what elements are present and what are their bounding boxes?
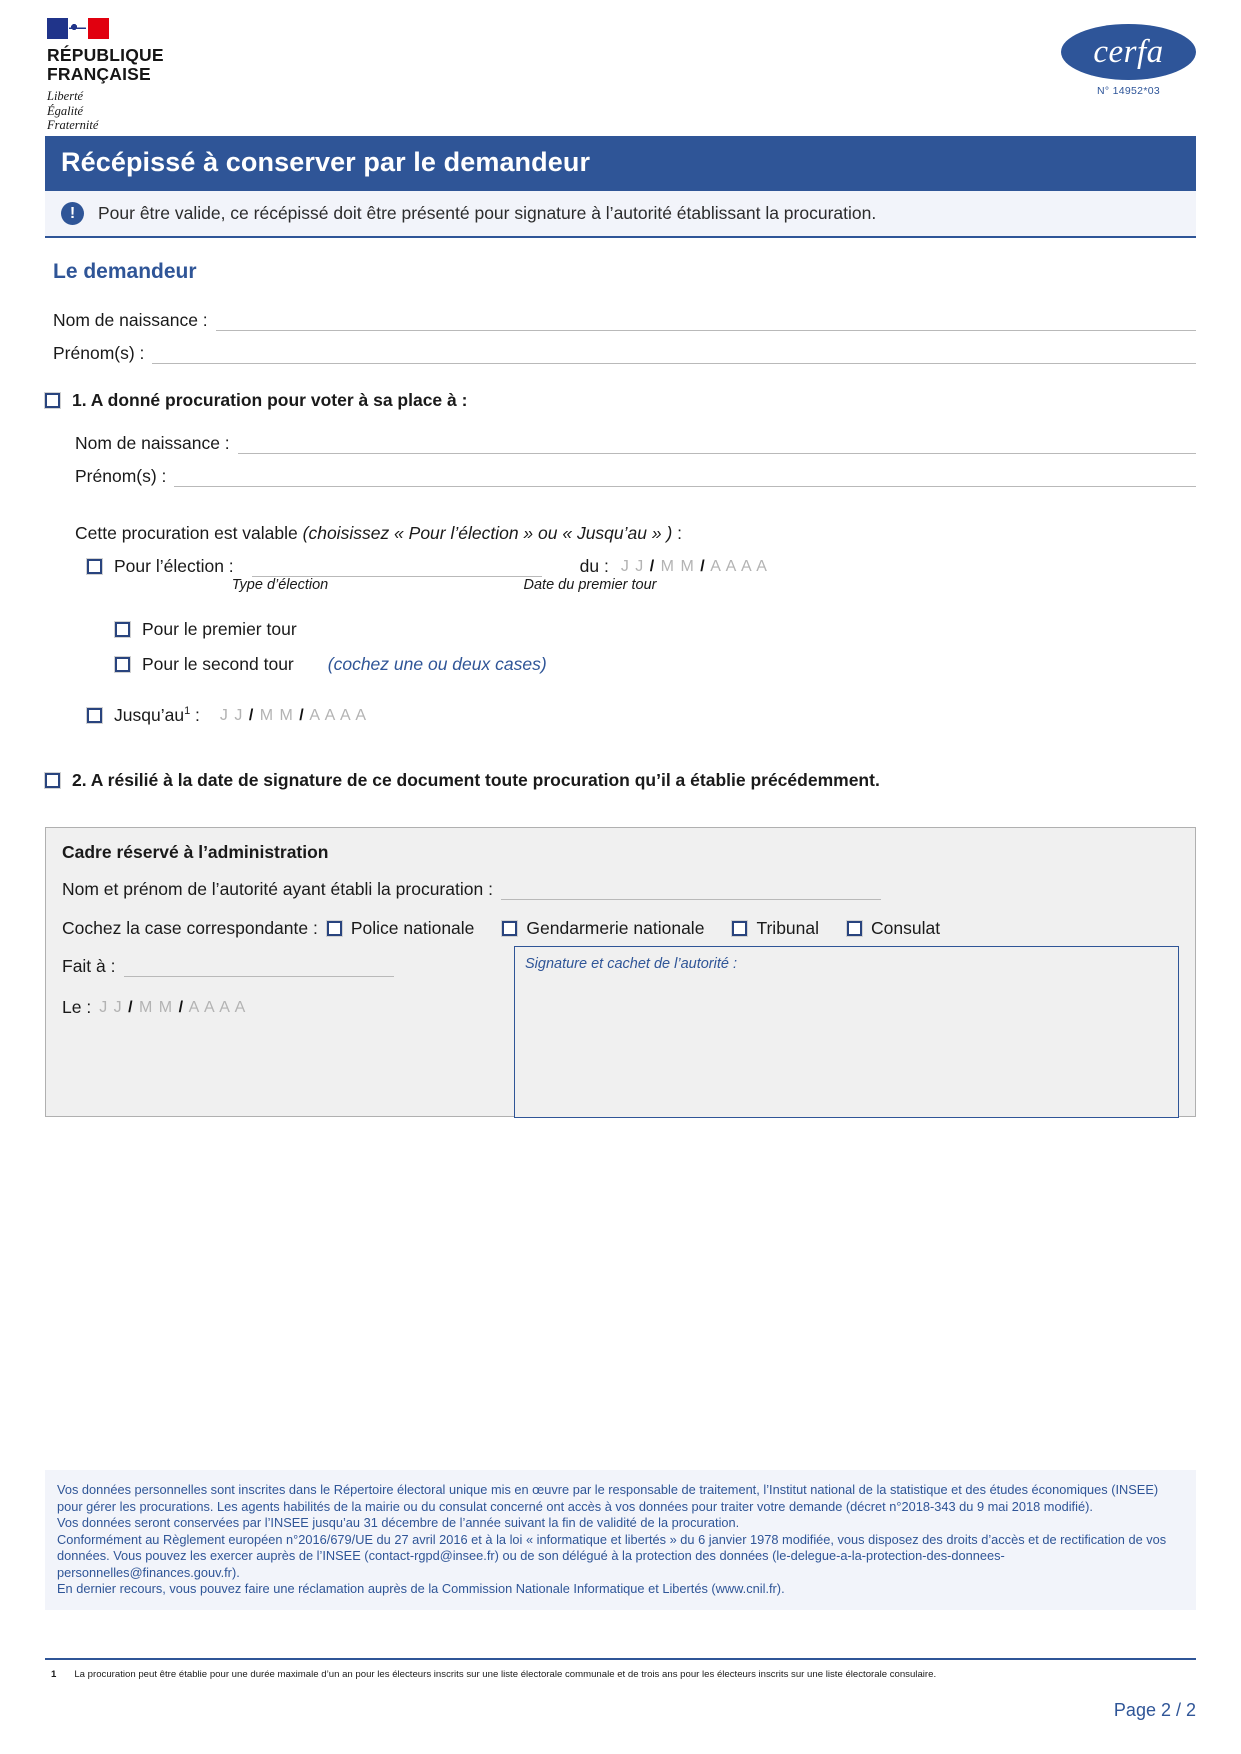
jusquau-sep-1: / [248, 706, 255, 724]
du-label: du : [579, 556, 609, 576]
republic-motto [47, 89, 237, 133]
french-flag-icon [47, 18, 109, 39]
exclamation-circle-icon: ! [61, 202, 84, 225]
checkbox-premier-tour[interactable] [115, 622, 130, 637]
jusquau-day-placeholder: J J [219, 706, 244, 724]
item2-heading: 2. A résilié à la date de signature de ce document toute procuration qu’il a établie précédemment. [72, 770, 880, 790]
le-day-placeholder: J J [99, 998, 123, 1016]
legal-paragraph-3: Conformément au Règlement européen n°2016/679/UE du 27 avril 2016 et à la loi « informatique et libertés » du 6 janvier 1978 modifiée, vous disposez des droits d’accès et de rectification de vos données. Vous pouvez les exercer auprès de l’INSEE (contact-rgpd@insee.fr) ou de son délégué à la protection des données (le-delegue-a-la-protection-des-donnees-personnelles@finances.gouv.fr). [57, 1531, 1167, 1580]
motto-liberte: Liberté [47, 89, 84, 103]
pour-election-row [87, 556, 1196, 577]
second-tour-label: Pour le second tour [142, 654, 294, 674]
signature-box[interactable] [514, 946, 1179, 1118]
item1-heading-row [45, 390, 1196, 411]
motto-fraternite: Fraternité [47, 118, 99, 132]
document-header [45, 0, 1196, 136]
item1-nom-row [75, 433, 1196, 454]
fait-le-column [62, 956, 482, 1018]
republic-name-line1: RÉPUBLIQUE [47, 45, 164, 65]
jusquau-row [87, 705, 1196, 726]
checkbox-police-nationale[interactable] [327, 921, 342, 936]
date-month-placeholder: M M [660, 557, 695, 575]
date-sep-1: / [649, 557, 656, 575]
checkbox-second-tour[interactable] [115, 657, 130, 672]
option-tribunal: Tribunal [756, 918, 820, 938]
pour-election-label: Pour l’élection : [114, 556, 234, 576]
authority-name-row [62, 879, 1179, 900]
option-gendarmerie-nationale: Gendarmerie nationale [526, 918, 705, 938]
cerfa-form-number: N° 14952*03 [1097, 85, 1160, 97]
republique-francaise-logo [47, 18, 237, 133]
le-date-row [62, 997, 482, 1018]
footnote-marker: 1 [51, 1669, 57, 1680]
date-day-placeholder: J J [620, 557, 645, 575]
item1-heading: 1. A donné procuration pour voter à sa place à : [72, 390, 468, 410]
checkbox-tribunal[interactable] [732, 921, 747, 936]
jusquau-sep-2: / [299, 706, 305, 724]
checkbox-item2[interactable] [45, 773, 60, 788]
item1-nom-input[interactable] [238, 435, 1196, 454]
checkbox-pour-election[interactable] [87, 559, 102, 574]
type-election-caption: Type d’élection [231, 577, 329, 593]
authority-name-label: Nom et prénom de l’autorité ayant établi la procuration : [62, 879, 493, 899]
fait-a-label: Fait à : [62, 956, 116, 976]
date-sep-2: / [700, 557, 706, 575]
administration-box [45, 827, 1196, 1117]
applicant-nom-row [53, 310, 1196, 331]
applicant-prenom-input[interactable] [152, 345, 1196, 364]
le-month-placeholder: M M [139, 998, 174, 1016]
authority-type-label: Cochez la case correspondante : [62, 918, 318, 938]
legal-paragraph-4: En dernier recours, vous pouvez faire une réclamation auprès de la Commission Nationale Informatique et Libertés (www.cnil.fr). [57, 1581, 785, 1596]
item1-prenom-row [75, 466, 1196, 487]
legal-notice [45, 1470, 1196, 1610]
le-label: Le : [62, 997, 92, 1017]
date-year-placeholder: A A A A [710, 557, 768, 575]
authority-type-row [62, 918, 1179, 939]
item1-prenom-input[interactable] [174, 468, 1196, 487]
jusquau-footnote-marker: 1 [184, 705, 191, 718]
motto-egalite: Égalité [47, 103, 84, 118]
legal-paragraph-1: Vos données personnelles sont inscrites dans le Répertoire électoral unique mis en œuvre par le responsable de traitement, l’Institut national de la statistique et des études économiques (INSEE) pour gérer les procurations. Les agents habilités de la mairie ou du consulat concerné ont accès à vos données pour traiter votre demande (décret n°2018-343 du 9 mai 2018 modifié). [57, 1482, 1159, 1514]
date-premier-tour-input[interactable] [621, 558, 768, 576]
date-premier-tour-caption: Date du premier tour [523, 577, 657, 593]
validity-intro-plain: Cette procuration est valable [75, 523, 303, 543]
premier-tour-row [115, 619, 1196, 640]
checkbox-gendarmerie-nationale[interactable] [502, 921, 517, 936]
fait-a-input[interactable] [124, 958, 394, 977]
jusquau-label: Jusqu’au [114, 705, 185, 725]
jusquau-colon: : [190, 705, 200, 725]
jusquau-label-group [114, 705, 200, 726]
applicant-nom-input[interactable] [216, 312, 1196, 331]
checkbox-consulat[interactable] [847, 921, 862, 936]
checkbox-jusquau[interactable] [87, 708, 102, 723]
fait-a-row [62, 956, 482, 977]
option-consulat: Consulat [871, 918, 941, 938]
le-year-placeholder: A A A A [188, 998, 247, 1016]
validity-intro [75, 523, 1196, 544]
page-title: Récépissé à conserver par le demandeur [45, 136, 1196, 191]
applicant-prenom-row [53, 343, 1196, 364]
jusquau-year-placeholder: A A A A [309, 706, 368, 724]
jusquau-month-placeholder: M M [259, 706, 294, 724]
option-police-nationale: Police nationale [350, 918, 475, 938]
le-date-input[interactable] [99, 999, 246, 1017]
second-tour-row [115, 654, 1196, 675]
signature-box-label: Signature et cachet de l’autorité : [525, 956, 737, 972]
footnote [45, 1668, 1196, 1681]
page-number: Page 2 / 2 [1113, 1700, 1196, 1720]
authority-name-input[interactable] [501, 881, 881, 900]
administration-title: Cadre réservé à l’administration [62, 842, 329, 862]
validity-notice [45, 191, 1196, 238]
item2-heading-row [45, 770, 1196, 791]
item1-prenom-label: Prénom(s) : [75, 466, 167, 486]
jusquau-date-input[interactable] [220, 707, 367, 725]
checkbox-item1[interactable] [45, 393, 60, 408]
section-title-demandeur: Le demandeur [53, 260, 197, 283]
applicant-prenom-label: Prénom(s) : [53, 343, 145, 363]
republic-name [47, 46, 237, 84]
type-election-input[interactable] [252, 557, 542, 577]
footnote-text: La procuration peut être établie pour une durée maximale d’un an pour les électeurs inscrits sur une liste électorale communale et de trois ans pour les électeurs inscrits sur une liste électorale consulaire. [74, 1669, 937, 1680]
validity-captions [87, 577, 1196, 593]
legal-paragraph-2: Vos données seront conservées par l’INSEE jusqu’au 31 décembre de l’année suivant la fin de validité de la procuration. [57, 1515, 740, 1530]
le-sep-1: / [128, 998, 134, 1016]
cerfa-badge-label: cerfa [1061, 24, 1196, 80]
applicant-nom-label: Nom de naissance : [53, 310, 208, 330]
tour-hint: (cochez une ou deux cases) [327, 654, 547, 674]
validity-intro-tail: : [672, 523, 683, 543]
item1-nom-label: Nom de naissance : [75, 433, 230, 453]
cerfa-logo [1061, 24, 1196, 97]
republic-name-line2: FRANÇAISE [47, 64, 151, 84]
footer-divider [45, 1658, 1196, 1660]
le-sep-2: / [178, 998, 185, 1016]
premier-tour-label: Pour le premier tour [142, 619, 297, 639]
validity-intro-italic: (choisissez « Pour l’élection » ou « Jusqu’au » ) [302, 523, 673, 543]
validity-notice-text: Pour être valide, ce récépissé doit être présenté pour signature à l’autorité établissant la procuration. [98, 203, 877, 223]
